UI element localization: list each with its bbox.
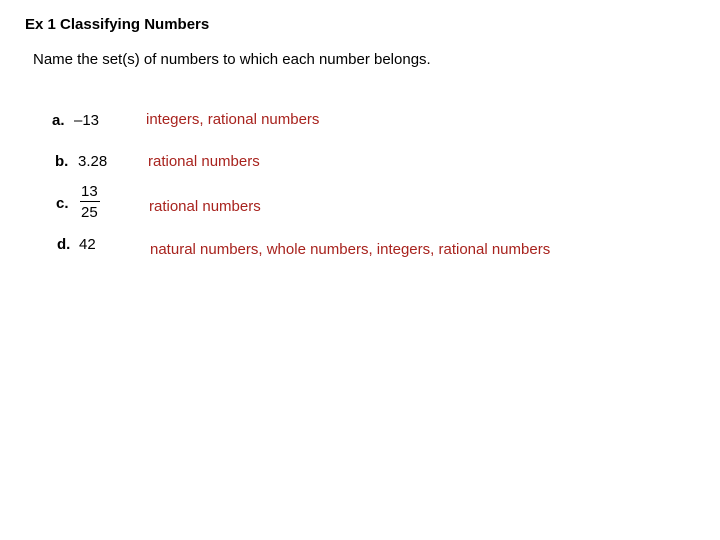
item-d-number: 42 xyxy=(79,236,96,253)
instruction-text: Name the set(s) of numbers to which each number belongs. xyxy=(33,51,431,68)
item-c-answer: rational numbers xyxy=(149,198,261,215)
item-a-answer: integers, rational numbers xyxy=(146,111,320,128)
item-c-letter: c. xyxy=(56,195,69,212)
item-b-answer: rational numbers xyxy=(148,153,260,170)
item-a-number: –13 xyxy=(74,112,100,129)
item-c-numerator: 13 xyxy=(81,183,98,200)
item-a-letter: a. xyxy=(52,112,65,129)
page-title: Ex 1 Classifying Numbers xyxy=(25,16,210,33)
item-b-letter: b. xyxy=(55,153,69,170)
item-b-number: 3.28 xyxy=(78,153,108,170)
item-c-fraction-bar xyxy=(80,201,100,202)
item-d-letter: d. xyxy=(57,236,71,253)
item-d-answer: natural numbers, whole numbers, integers, rational numbers xyxy=(150,241,551,258)
item-c-denominator: 25 xyxy=(81,204,98,221)
